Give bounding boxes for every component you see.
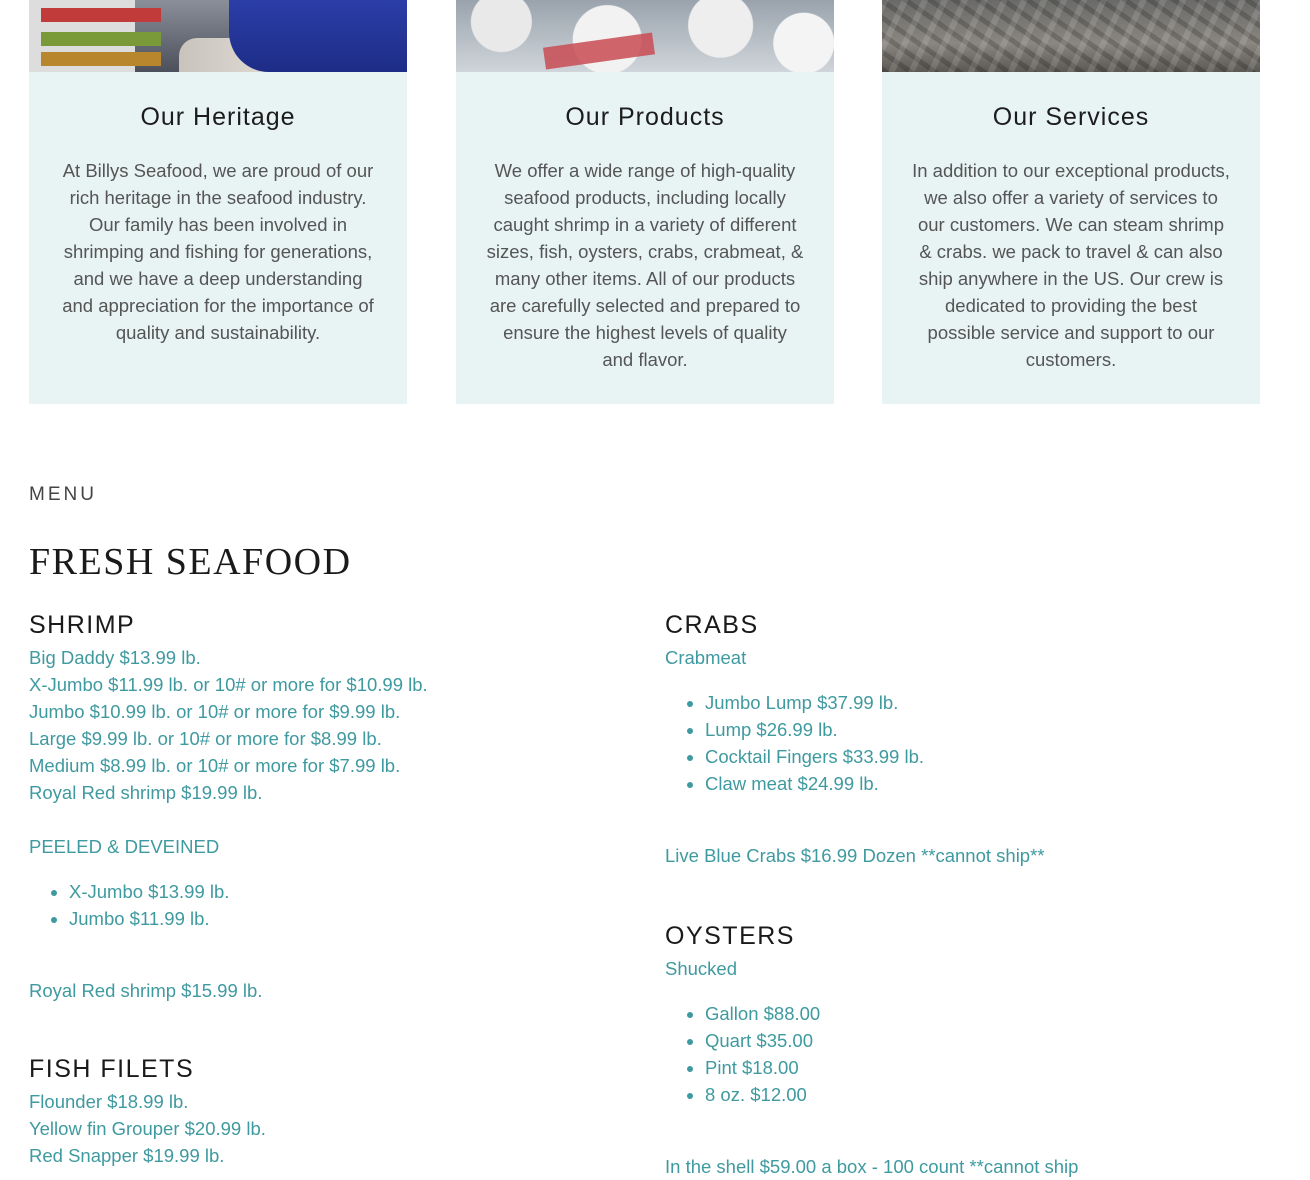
list-item: • Jumbo $11.99 lb.: [69, 905, 629, 932]
menu-item: Royal Red shrimp $15.99 lb.: [29, 980, 263, 1001]
list-item: • Quart $35.00: [705, 1027, 1285, 1054]
menu-item: Big Daddy $13.99 lb.: [29, 647, 201, 668]
photo-sign: [543, 32, 655, 69]
list-item: • X-Jumbo $13.99 lb.: [69, 878, 629, 905]
peeled-deveined-label: PEELED & DEVEINED: [29, 836, 220, 857]
crabmeat-list: [665, 689, 1285, 797]
menu-left-column: [29, 608, 629, 1169]
peeled-list: [29, 878, 629, 932]
heritage-card-body: [29, 72, 407, 404]
menu-item: Royal Red shrimp $19.99 lb.: [29, 782, 263, 803]
crabs-heading: CRABS: [665, 611, 759, 639]
menu-item: Yellow fin Grouper $20.99 lb.: [29, 1118, 266, 1139]
heritage-text: At Billys Seafood, we are proud of our rich heritage in the seafood industry. Our family has been involved in shrimping and fishing for generations, and we have a deep understanding and appreciation for the importance of quality and sustainability.: [62, 160, 374, 343]
list-item: • Pint $18.00: [705, 1054, 1285, 1081]
heritage-photo: [29, 0, 407, 72]
shelf-item: [41, 52, 161, 66]
list-item: • Jumbo Lump $37.99 lb.: [705, 689, 1285, 716]
menu-item: Large $9.99 lb. or 10# or more for $8.99 lb.: [29, 728, 382, 749]
menu-item: Medium $8.99 lb. or 10# or more for $7.99 lb.: [29, 755, 401, 776]
oysters-heading: OYSTERS: [665, 922, 795, 950]
products-text: We offer a wide range of high-quality seafood products, including locally caught shrimp in a variety of different sizes, fish, oysters, crabs, crabmeat, & many other items. All of our products are carefully selected and prepared to ensure the highest levels of quality and flavor.: [486, 160, 804, 370]
products-photo: [456, 0, 834, 72]
list-item: • Lump $26.99 lb.: [705, 716, 1285, 743]
crabmeat-label: Crabmeat: [665, 647, 747, 668]
services-title: Our Services: [992, 103, 1150, 131]
products-title: Our Products: [565, 103, 725, 131]
menu-item: Jumbo $10.99 lb. or 10# or more for $9.99 lb.: [29, 701, 401, 722]
services-text: In addition to our exceptional products, we also offer a variety of services to our customers. We can steam shrimp & crabs. we pack to travel & can also ship anywhere in the US. Our crew is dedicated to providing the best possible service and support to our customers.: [912, 160, 1230, 370]
menu-right-column: [665, 608, 1285, 1180]
list-item: • Claw meat $24.99 lb.: [705, 770, 1285, 797]
shucked-label: Shucked: [665, 958, 737, 979]
services-card-body: [882, 72, 1260, 404]
shelf-item: [41, 32, 161, 46]
menu-item: Flounder $18.99 lb.: [29, 1091, 189, 1112]
services-photo: [882, 0, 1260, 72]
menu-label: MENU: [29, 484, 97, 505]
heritage-card: [29, 0, 407, 404]
shelf-item: [41, 8, 161, 22]
heritage-title: Our Heritage: [140, 103, 296, 131]
list-item: • Cocktail Fingers $33.99 lb.: [705, 743, 1285, 770]
menu-title: FRESH SEAFOOD: [29, 541, 352, 583]
products-card-body: [456, 72, 834, 404]
services-card: [882, 0, 1260, 404]
fish-heading: FISH FILETS: [29, 1055, 195, 1083]
products-card: [456, 0, 834, 404]
shrimp-heading: SHRIMP: [29, 611, 136, 639]
menu-item: X-Jumbo $11.99 lb. or 10# or more for $10.99 lb.: [29, 674, 428, 695]
list-item: • Gallon $88.00: [705, 1000, 1285, 1027]
photo-person: [229, 0, 407, 72]
menu-item: Live Blue Crabs $16.99 Dozen **cannot ship**: [665, 845, 1045, 866]
menu-item: In the shell $59.00 a box - 100 count **cannot ship: [665, 1156, 1079, 1177]
menu-item: Red Snapper $19.99 lb.: [29, 1145, 225, 1166]
oysters-list: [665, 1000, 1285, 1108]
list-item: • 8 oz. $12.00: [705, 1081, 1285, 1108]
